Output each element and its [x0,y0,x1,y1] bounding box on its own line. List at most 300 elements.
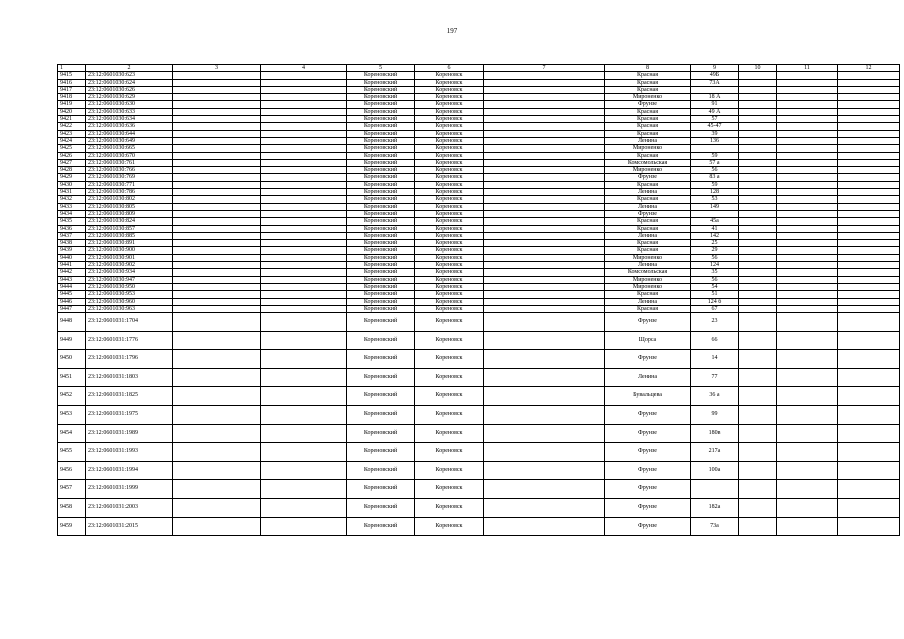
col-10-cell [739,499,777,518]
city-cell: Кореновск [415,298,484,305]
house-number-cell: 45-47 [691,123,739,130]
col-7-cell [484,262,605,269]
city-cell: Кореновск [415,269,484,276]
street-cell: Красная [605,225,691,232]
cadastral-number-cell: 23:12:0601031:1975 [86,406,173,425]
col-11-cell [777,232,838,239]
col-4-cell [261,86,347,93]
header-cell: 12 [838,65,900,72]
house-number-cell: 57 а [691,159,739,166]
col-4-cell [261,196,347,203]
district-cell: Кореновский [347,159,415,166]
district-cell: Кореновский [347,424,415,443]
col-12-cell [838,79,900,86]
col-11-cell [777,254,838,261]
table-row [58,461,900,480]
col-10-cell [739,189,777,196]
col-12-cell [838,240,900,247]
col-11-cell [777,123,838,130]
row-number-cell: 9452 [58,387,86,406]
district-cell: Кореновский [347,72,415,79]
header-cell: 3 [173,65,261,72]
house-number-cell: 45а [691,218,739,225]
col-4-cell [261,232,347,239]
col-3-cell [173,116,261,123]
district-cell: Кореновский [347,232,415,239]
city-cell: Кореновск [415,424,484,443]
house-number-cell: 35 [691,269,739,276]
street-cell: Мироненко [605,276,691,283]
col-4-cell [261,137,347,144]
street-cell: Мироненко [605,145,691,152]
col-3-cell [173,480,261,499]
col-10-cell [739,276,777,283]
district-cell: Кореновский [347,298,415,305]
col-3-cell [173,291,261,298]
city-cell: Кореновск [415,167,484,174]
row-number-cell: 9451 [58,368,86,387]
street-cell: Щорса [605,331,691,350]
table-row [58,443,900,462]
district-cell: Кореновский [347,203,415,210]
street-cell: Ленина [605,137,691,144]
cadastral-number-cell: 23:12:0601030:624 [86,79,173,86]
cadastral-number-cell: 23:12:0601030:960 [86,298,173,305]
col-10-cell [739,443,777,462]
table-row [58,116,900,123]
street-cell: Красная [605,196,691,203]
district-cell: Кореновский [347,218,415,225]
col-12-cell [838,145,900,152]
col-7-cell [484,108,605,115]
col-10-cell [739,305,777,312]
city-cell: Кореновск [415,254,484,261]
house-number-cell: 54 [691,283,739,290]
cadastral-number-cell: 23:12:0601030:805 [86,203,173,210]
city-cell: Кореновск [415,225,484,232]
col-12-cell [838,262,900,269]
col-4-cell [261,159,347,166]
col-3-cell [173,94,261,101]
district-cell: Кореновский [347,499,415,518]
cadastral-number-cell: 23:12:0601030:824 [86,218,173,225]
city-cell: Кореновск [415,152,484,159]
col-7-cell [484,387,605,406]
cadastral-number-cell: 23:12:0601031:1999 [86,480,173,499]
table-row [58,130,900,137]
col-3-cell [173,313,261,332]
row-number-cell: 9434 [58,210,86,217]
house-number-cell: 77 [691,368,739,387]
col-4-cell [261,116,347,123]
col-4-cell [261,189,347,196]
cadastral-number-cell: 23:12:0601031:1989 [86,424,173,443]
col-4-cell [261,499,347,518]
street-cell: Красная [605,116,691,123]
house-number-cell: 128 [691,189,739,196]
house-number-cell: 66 [691,331,739,350]
row-number-cell: 9423 [58,130,86,137]
house-number-cell [691,145,739,152]
col-12-cell [838,152,900,159]
district-cell: Кореновский [347,196,415,203]
cadastral-number-cell: 23:12:0601030:766 [86,167,173,174]
col-11-cell [777,137,838,144]
row-number-cell: 9440 [58,254,86,261]
city-cell: Кореновск [415,116,484,123]
col-7-cell [484,72,605,79]
cadastral-number-cell: 23:12:0601030:786 [86,189,173,196]
row-number-cell: 9432 [58,196,86,203]
col-12-cell [838,167,900,174]
col-11-cell [777,145,838,152]
cadastral-number-cell: 23:12:0601031:1776 [86,331,173,350]
col-7-cell [484,189,605,196]
col-7-cell [484,203,605,210]
table-row [58,368,900,387]
house-number-cell: 36 а [691,387,739,406]
col-3-cell [173,240,261,247]
city-cell: Кореновск [415,203,484,210]
col-10-cell [739,424,777,443]
street-cell: Комсомольская [605,159,691,166]
row-number-cell: 9435 [58,218,86,225]
col-7-cell [484,152,605,159]
house-number-cell: 59 [691,152,739,159]
row-number-cell: 9425 [58,145,86,152]
col-7-cell [484,232,605,239]
row-number-cell: 9421 [58,116,86,123]
district-cell: Кореновский [347,305,415,312]
table-row [58,232,900,239]
col-12-cell [838,283,900,290]
house-number-cell: 25 [691,240,739,247]
col-11-cell [777,108,838,115]
cadastral-number-cell: 23:12:0601030:900 [86,247,173,254]
page-number: 197 [446,27,458,35]
row-number-cell: 9426 [58,152,86,159]
street-cell: Ленина [605,298,691,305]
cadastral-number-cell: 23:12:0601030:901 [86,254,173,261]
col-3-cell [173,283,261,290]
street-cell: Красная [605,305,691,312]
street-cell: Комсомольская [605,269,691,276]
street-cell: Фрунзе [605,101,691,108]
col-12-cell [838,189,900,196]
street-cell: Красная [605,181,691,188]
district-cell: Кореновский [347,313,415,332]
district-cell: Кореновский [347,387,415,406]
row-number-cell: 9415 [58,72,86,79]
col-11-cell [777,424,838,443]
col-4-cell [261,331,347,350]
col-12-cell [838,247,900,254]
col-10-cell [739,269,777,276]
row-number-cell: 9418 [58,94,86,101]
street-cell: Мироненко [605,283,691,290]
col-10-cell [739,116,777,123]
city-cell: Кореновск [415,86,484,93]
col-11-cell [777,203,838,210]
street-cell: Мироненко [605,254,691,261]
house-number-cell: 56 [691,167,739,174]
col-4-cell [261,152,347,159]
city-cell: Кореновск [415,159,484,166]
col-10-cell [739,298,777,305]
col-4-cell [261,225,347,232]
col-7-cell [484,130,605,137]
street-cell: Фрунзе [605,210,691,217]
col-11-cell [777,94,838,101]
row-number-cell: 9437 [58,232,86,239]
col-7-cell [484,499,605,518]
col-11-cell [777,101,838,108]
col-3-cell [173,254,261,261]
row-number-cell: 9455 [58,443,86,462]
col-4-cell [261,174,347,181]
street-cell: Ленина [605,189,691,196]
col-4-cell [261,276,347,283]
house-number-cell [691,86,739,93]
street-cell: Красная [605,247,691,254]
district-cell: Кореновский [347,331,415,350]
city-cell: Кореновск [415,123,484,130]
district-cell: Кореновский [347,101,415,108]
city-cell: Кореновск [415,218,484,225]
cadastral-number-cell: 23:12:0601030:636 [86,123,173,130]
house-number-cell: 73А [691,79,739,86]
city-cell: Кореновск [415,210,484,217]
table-row [58,123,900,130]
street-cell: Мироненко [605,94,691,101]
cadastral-number-cell: 23:12:0601031:1704 [86,313,173,332]
col-12-cell [838,225,900,232]
district-cell: Кореновский [347,406,415,425]
street-cell: Красная [605,218,691,225]
col-3-cell [173,86,261,93]
table-row [58,218,900,225]
street-cell: Фрунзе [605,350,691,369]
col-10-cell [739,79,777,86]
table-row [58,79,900,86]
col-10-cell [739,240,777,247]
col-7-cell [484,443,605,462]
cadastral-number-cell: 23:12:0601030:947 [86,276,173,283]
col-10-cell [739,225,777,232]
col-7-cell [484,424,605,443]
house-number-cell: 182а [691,499,739,518]
col-7-cell [484,406,605,425]
col-7-cell [484,116,605,123]
registry-table [57,64,900,536]
cadastral-number-cell: 23:12:0601031:2003 [86,499,173,518]
col-7-cell [484,247,605,254]
col-12-cell [838,276,900,283]
table-row [58,152,900,159]
col-10-cell [739,283,777,290]
header-cell: 10 [739,65,777,72]
col-4-cell [261,350,347,369]
district-cell: Кореновский [347,517,415,536]
col-10-cell [739,145,777,152]
city-cell: Кореновск [415,137,484,144]
col-7-cell [484,79,605,86]
cadastral-number-cell: 23:12:0601030:634 [86,116,173,123]
col-10-cell [739,368,777,387]
col-7-cell [484,181,605,188]
district-cell: Кореновский [347,240,415,247]
col-4-cell [261,181,347,188]
district-cell: Кореновский [347,254,415,261]
col-10-cell [739,167,777,174]
district-cell: Кореновский [347,152,415,159]
col-11-cell [777,240,838,247]
col-12-cell [838,298,900,305]
col-3-cell [173,218,261,225]
col-7-cell [484,350,605,369]
col-11-cell [777,331,838,350]
col-11-cell [777,269,838,276]
col-7-cell [484,461,605,480]
col-11-cell [777,225,838,232]
col-3-cell [173,269,261,276]
table-row [58,283,900,290]
city-cell: Кореновск [415,174,484,181]
col-7-cell [484,86,605,93]
row-number-cell: 9428 [58,167,86,174]
row-number-cell: 9417 [58,86,86,93]
cadastral-number-cell: 23:12:0601030:857 [86,225,173,232]
cadastral-number-cell: 23:12:0601030:902 [86,262,173,269]
col-3-cell [173,499,261,518]
col-4-cell [261,145,347,152]
house-number-cell: 56 [691,276,739,283]
house-number-cell: 49Б [691,72,739,79]
col-11-cell [777,72,838,79]
district-cell: Кореновский [347,108,415,115]
col-12-cell [838,196,900,203]
cadastral-number-cell: 23:12:0601030:623 [86,72,173,79]
cadastral-number-cell: 23:12:0601030:885 [86,232,173,239]
city-cell: Кореновск [415,283,484,290]
district-cell: Кореновский [347,283,415,290]
col-3-cell [173,387,261,406]
col-4-cell [261,218,347,225]
city-cell: Кореновск [415,350,484,369]
col-3-cell [173,247,261,254]
col-10-cell [739,159,777,166]
house-number-cell: 57 [691,116,739,123]
col-10-cell [739,232,777,239]
table-row [58,262,900,269]
header-cell: 5 [347,65,415,72]
table-row [58,86,900,93]
city-cell: Кореновск [415,240,484,247]
col-12-cell [838,499,900,518]
city-cell: Кореновск [415,480,484,499]
col-11-cell [777,368,838,387]
row-number-cell: 9447 [58,305,86,312]
col-3-cell [173,461,261,480]
city-cell: Кореновск [415,232,484,239]
house-number-cell: 142 [691,232,739,239]
cadastral-number-cell: 23:12:0601030:891 [86,240,173,247]
district-cell: Кореновский [347,247,415,254]
col-12-cell [838,331,900,350]
header-cell: 8 [605,65,691,72]
house-number-cell: 41 [691,225,739,232]
col-12-cell [838,350,900,369]
col-12-cell [838,387,900,406]
col-7-cell [484,254,605,261]
row-number-cell: 9445 [58,291,86,298]
col-12-cell [838,108,900,115]
col-3-cell [173,443,261,462]
table-row [58,313,900,332]
col-4-cell [261,130,347,137]
table-row [58,269,900,276]
row-number-cell: 9443 [58,276,86,283]
col-7-cell [484,196,605,203]
col-3-cell [173,123,261,130]
col-4-cell [261,305,347,312]
row-number-cell: 9458 [58,499,86,518]
col-11-cell [777,443,838,462]
col-4-cell [261,368,347,387]
house-number-cell: 83 а [691,174,739,181]
row-number-cell: 9441 [58,262,86,269]
col-11-cell [777,283,838,290]
col-4-cell [261,254,347,261]
col-12-cell [838,203,900,210]
col-10-cell [739,86,777,93]
col-7-cell [484,291,605,298]
house-number-cell: 100а [691,461,739,480]
col-12-cell [838,101,900,108]
col-4-cell [261,167,347,174]
row-number-cell: 9416 [58,79,86,86]
city-cell: Кореновск [415,313,484,332]
col-10-cell [739,247,777,254]
col-3-cell [173,181,261,188]
col-10-cell [739,181,777,188]
city-cell: Кореновск [415,291,484,298]
street-cell: Фрунзе [605,424,691,443]
col-12-cell [838,424,900,443]
city-cell: Кореновск [415,517,484,536]
col-12-cell [838,72,900,79]
row-number-cell: 9422 [58,123,86,130]
col-7-cell [484,101,605,108]
table-row [58,203,900,210]
col-7-cell [484,313,605,332]
col-3-cell [173,145,261,152]
district-cell: Кореновский [347,130,415,137]
table-row [58,240,900,247]
cadastral-number-cell: 23:12:0601030:802 [86,196,173,203]
col-12-cell [838,406,900,425]
col-7-cell [484,159,605,166]
table-row [58,424,900,443]
table-row [58,72,900,79]
house-number-cell: 29 [691,247,739,254]
col-7-cell [484,480,605,499]
col-3-cell [173,305,261,312]
col-3-cell [173,101,261,108]
col-7-cell [484,218,605,225]
col-3-cell [173,225,261,232]
district-cell: Кореновский [347,461,415,480]
